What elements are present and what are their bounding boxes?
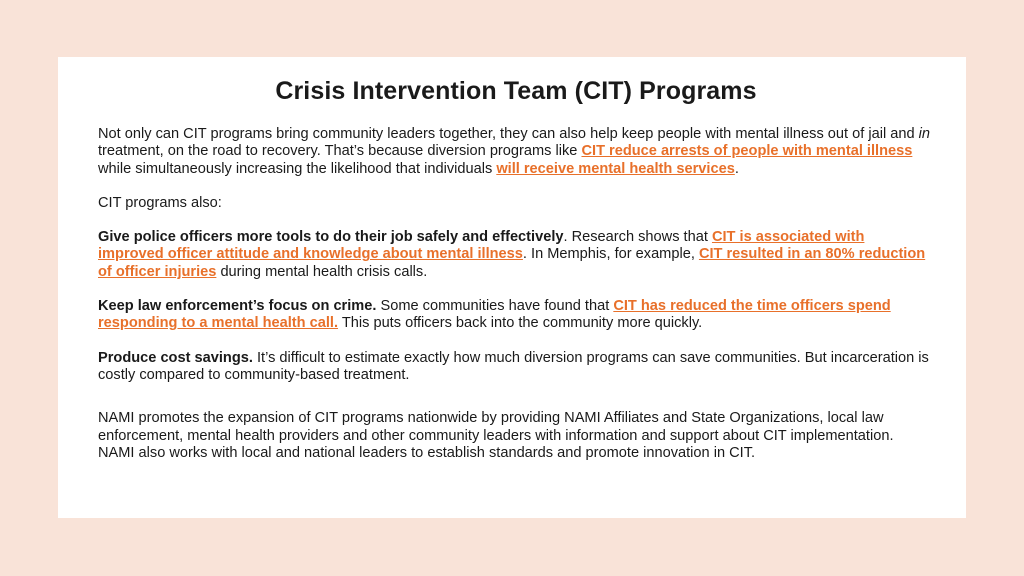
page-title: Crisis Intervention Team (CIT) Programs	[275, 77, 757, 105]
point-text: It’s difficult to estimate exactly how much diversion programs can save communities. But incarceration is costly compared to community-based treatment.	[98, 349, 929, 383]
point-text: . Research shows that	[563, 229, 712, 246]
link-receive-services[interactable]: will receive mental health services	[496, 160, 735, 177]
intro-text: while simultaneously increasing the likelihood that individuals	[98, 160, 497, 177]
link-reduce-arrests[interactable]: CIT reduce arrests of people with mental illness	[581, 143, 913, 160]
closing-paragraph: NAMI promotes the expansion of CIT programs nationwide by providing NAMI Affiliates and State Organizations, local law enforcement, mental health providers and other community leaders with information and support about CIT implementation. NAMI also works with local and national leaders to establish standards and promote innovation in CIT.	[98, 410, 894, 461]
point-text: Some communities have found that	[376, 298, 614, 315]
point-heading: Give police officers more tools to do their job safely and effectively	[98, 229, 564, 246]
point-focus-crime	[98, 298, 934, 333]
also-paragraph: CIT programs also:	[98, 194, 222, 211]
point-text: during mental health crisis calls.	[216, 263, 428, 280]
link-reduced-time[interactable]: CIT has reduced the time officers spend responding to a mental health call.	[98, 298, 891, 332]
intro-emphasis: in	[918, 126, 931, 142]
intro-text: .	[734, 160, 739, 177]
point-text: This puts officers back into the community more quickly.	[338, 315, 703, 332]
point-heading: Keep law enforcement’s focus on crime.	[98, 298, 377, 315]
point-heading: Produce cost savings.	[98, 349, 253, 366]
intro-paragraph	[98, 126, 934, 178]
point-text: . In Memphis, for example,	[522, 246, 699, 263]
point-officer-tools	[98, 229, 934, 281]
link-officer-injuries[interactable]: CIT resulted in an 80% reduction of officer injuries	[98, 246, 926, 280]
link-officer-attitude[interactable]: CIT is associated with improved officer attitude and knowledge about mental illness	[98, 229, 865, 263]
intro-text: Not only can CIT programs bring community leaders together, they can also help keep people with mental illness out of jail and	[98, 126, 919, 142]
intro-text: treatment, on the road to recovery. That’s because diversion programs like	[98, 143, 582, 160]
point-cost-savings	[98, 350, 934, 385]
content-card	[58, 57, 966, 518]
